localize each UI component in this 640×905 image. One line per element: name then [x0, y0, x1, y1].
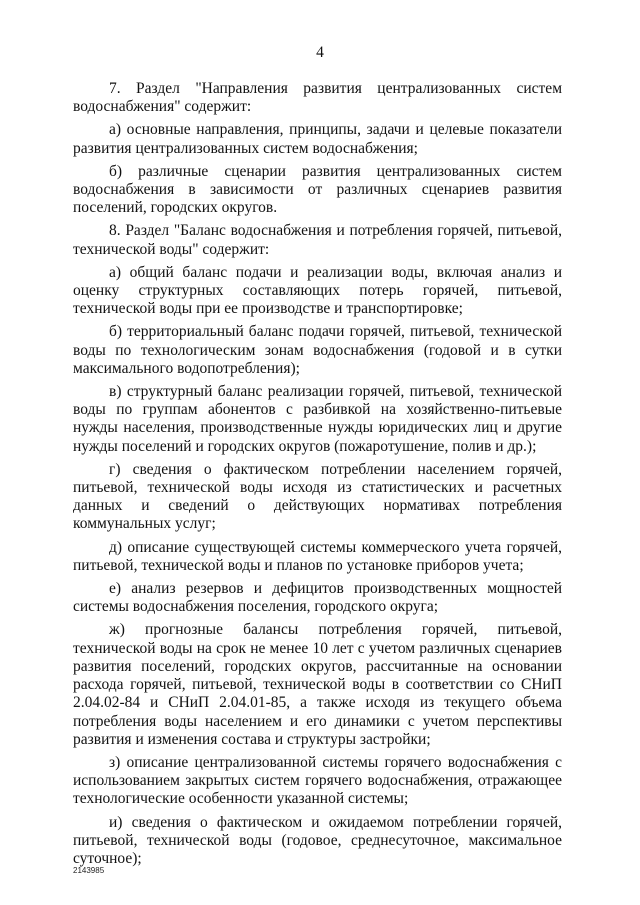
paragraph-item-d: д) описание существующей системы коммерческого учета горячей, питьевой, технической воды и планов по установке приборов учета; [73, 538, 562, 574]
paragraph-item-zh: ж) прогнозные балансы потребления горячей, питьевой, технической воды на срок не менее 10 лет с учетом различных сценариев развития поселений, городских округов, рассчитанные на основании расхода горячей, питьевой, технической воды в соответствии со СНиП 2.04.02-84 и СНиП 2.04.01-85, а также исходя из текущего объема потребления воды населением и его динамики с учетом перспективы развития и изменения состава и структуры застройки; [73, 621, 562, 748]
paragraph-section-7: 7. Раздел "Направления развития централизованных систем водоснабжения" содержит: [73, 80, 562, 116]
paragraph-item-e: е) анализ резервов и дефицитов производственных мощностей системы водоснабжения поселения, городского округа; [73, 580, 562, 616]
page-number: 4 [316, 44, 324, 61]
document-body [73, 80, 562, 873]
paragraph-section-8: 8. Раздел "Баланс водоснабжения и потребления горячей, питьевой, технической воды" содержит: [73, 222, 562, 258]
paragraph-item-a: а) основные направления, принципы, задачи и целевые показатели развития централизованных систем водоснабжения; [73, 121, 562, 157]
document-code: 2143985 [73, 866, 105, 875]
paragraph-item-a: а) общий баланс подачи и реализации воды, включая анализ и оценку структурных составляющих потерь горячей, питьевой, технической воды при ее производстве и транспортировке; [73, 263, 562, 318]
paragraph-item-i: и) сведения о фактическом и ожидаемом потреблении горячей, питьевой, технической воды (годовое, среднесуточное, максимальное суточное); [73, 813, 562, 867]
paragraph-item-z: з) описание централизованной системы горячего водоснабжения с использованием закрытых систем горячего водоснабжения, отражающее технологические особенности указанной системы; [73, 753, 562, 808]
paragraph-item-g: г) сведения о фактическом потреблении населением горячей, питьевой, технической воды исходя из статистических и расчетных данных и сведений о действующих нормативах потребления коммунальных услуг; [73, 460, 562, 533]
paragraph-item-b: б) различные сценарии развития централизованных систем водоснабжения в зависимости от различных сценариев развития поселений, городских округов. [73, 162, 562, 217]
paragraph-item-b: б) территориальный баланс подачи горячей, питьевой, технической воды по технологическим зонам водоснабжения (годовой и в сутки максимального водопотребления); [73, 323, 562, 377]
paragraph-item-v: в) структурный баланс реализации горячей, питьевой, технической воды по группам абонентов с разбивкой на хозяйственно-питьевые нужды населения, производственные нужды юридических лиц и другие нужды поселений и городских округов (пожаротушение, полив и др.); [73, 383, 562, 455]
